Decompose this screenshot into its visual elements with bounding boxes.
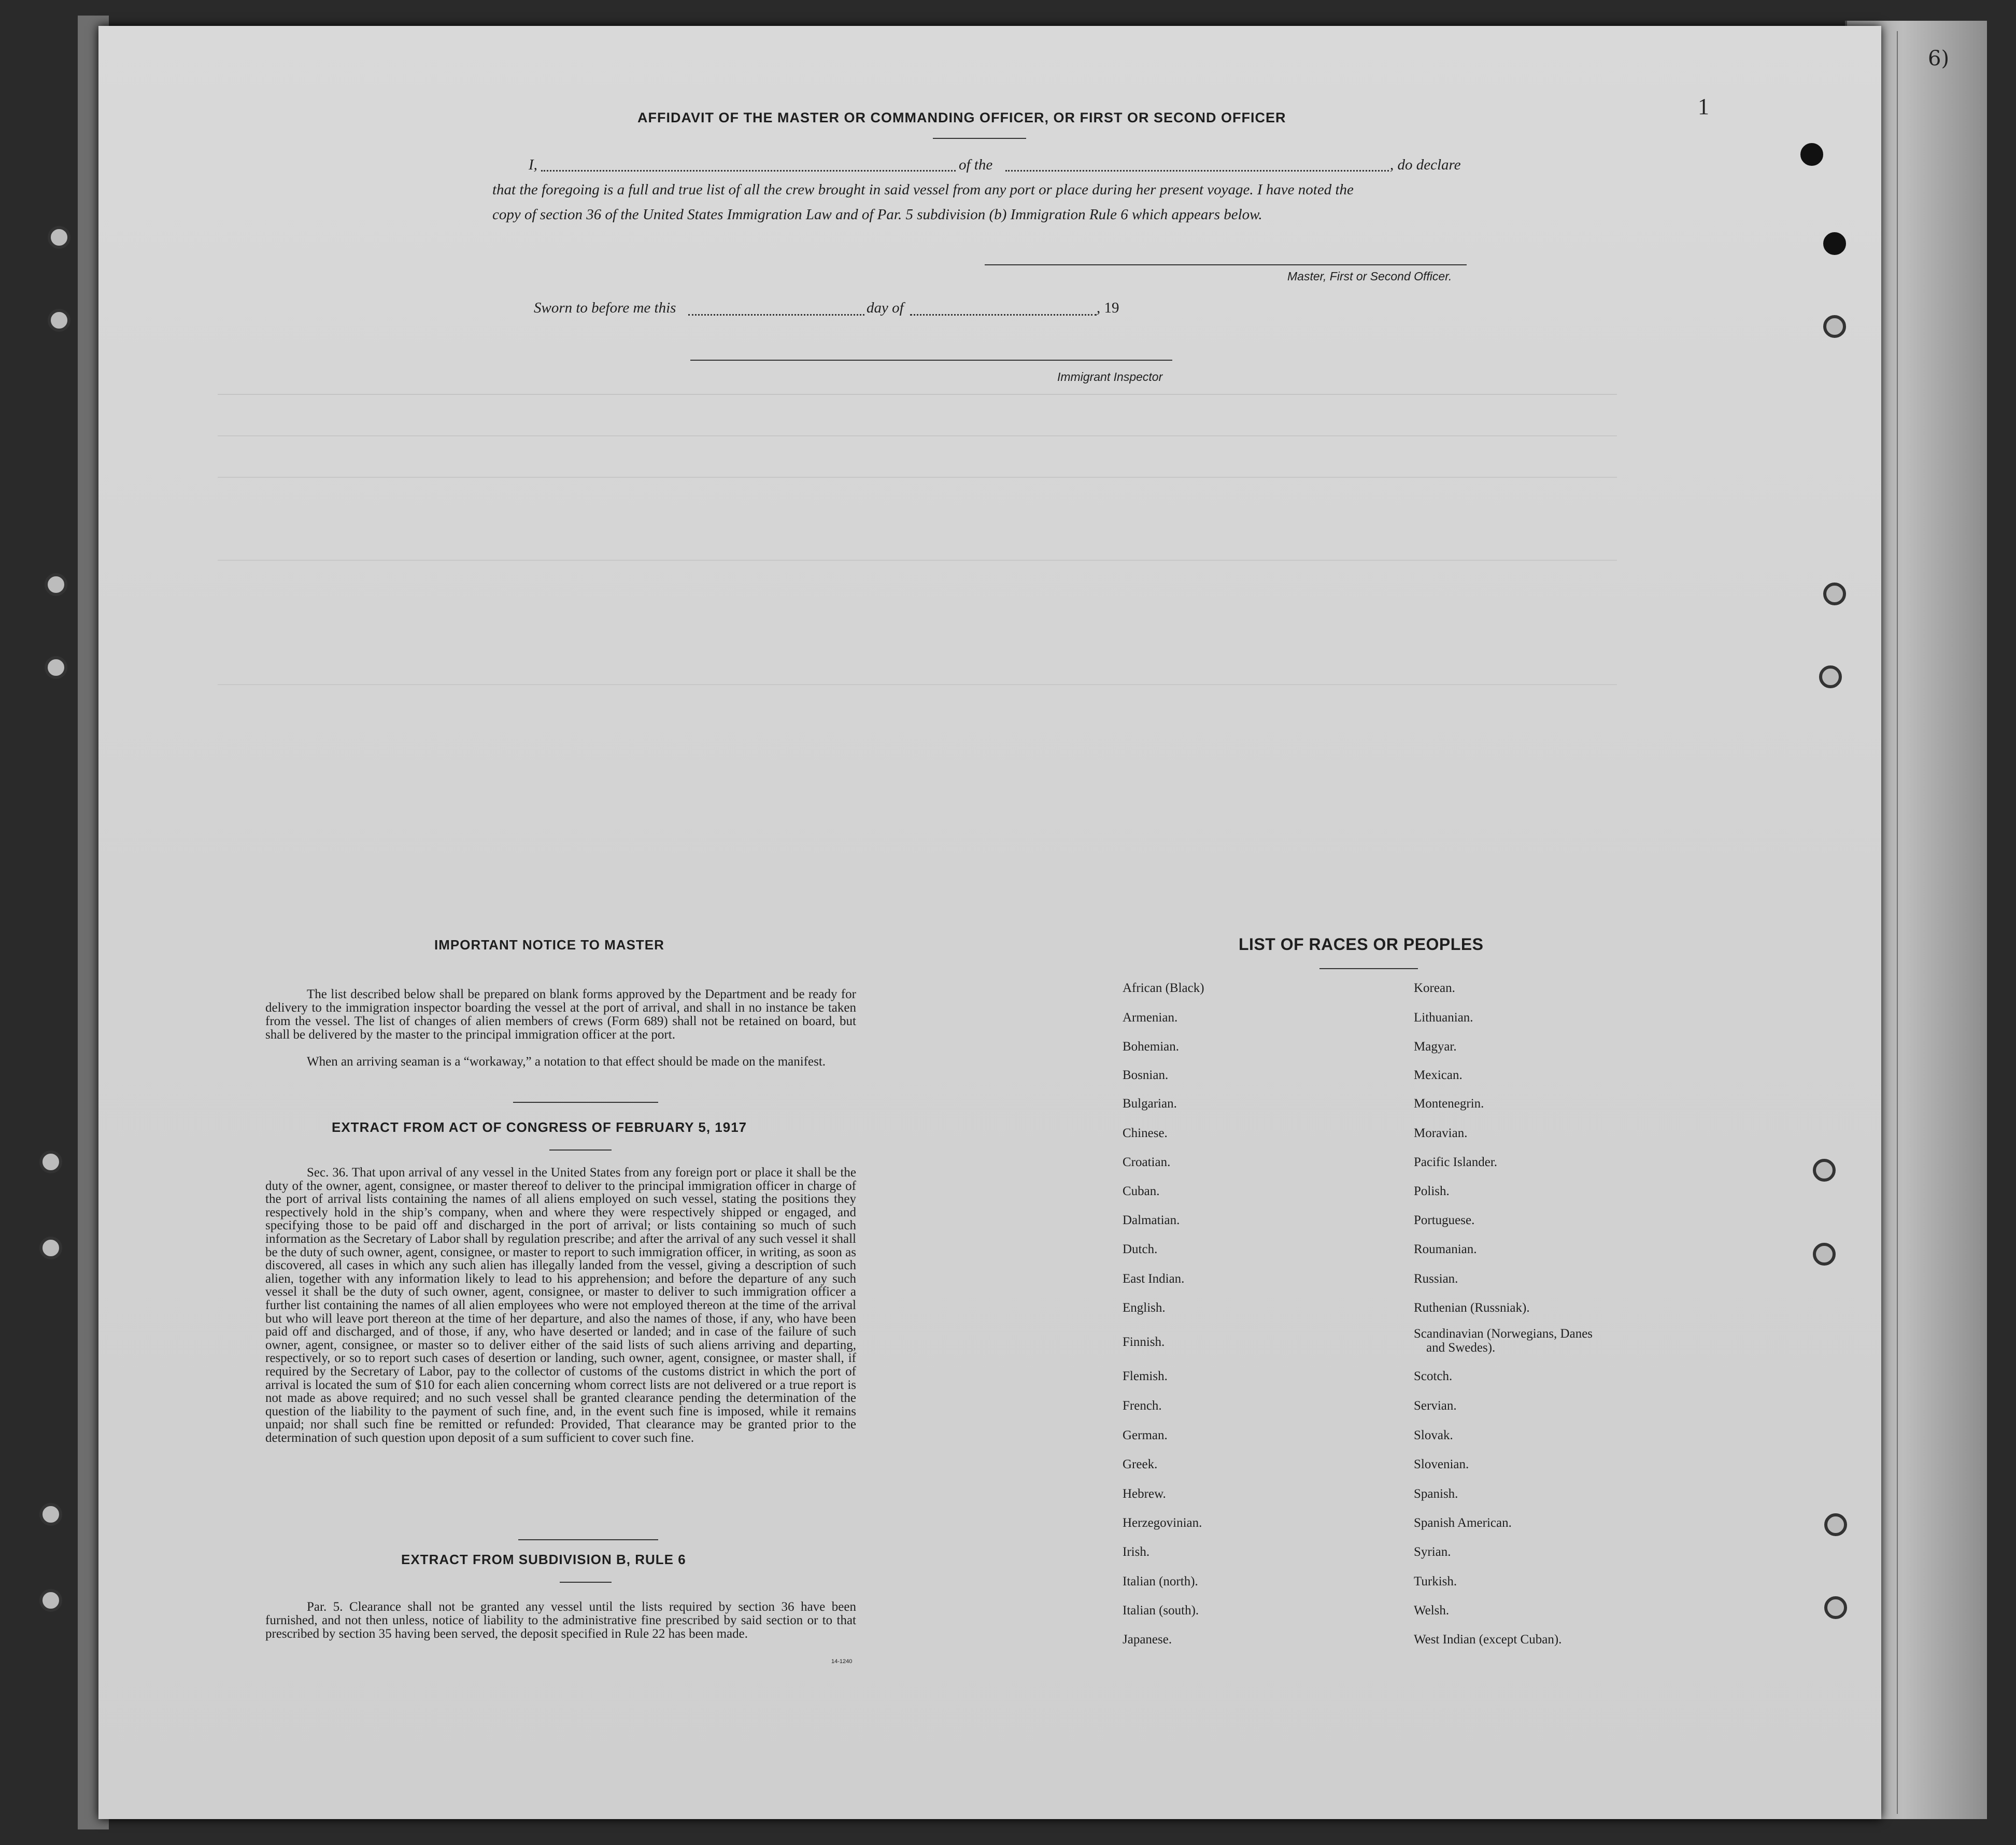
punch-hole-icon (39, 1151, 62, 1173)
race-right-item: Spanish American. (1414, 1516, 1512, 1530)
race-left-item: Armenian. (1123, 1011, 1178, 1025)
notice-title: IMPORTANT NOTICE TO MASTER (434, 937, 664, 953)
race-right-item: West Indian (except Cuban). (1414, 1633, 1562, 1647)
notice-divider (513, 1102, 658, 1103)
race-left-item: Dalmatian. (1123, 1213, 1180, 1227)
punch-hole-icon (1824, 1596, 1847, 1619)
inspector-signature-line[interactable] (690, 360, 1172, 361)
race-left-item: African (Black) (1123, 981, 1204, 995)
form-number: 14-1240 (831, 1658, 853, 1665)
race-right-item: Lithuanian. (1414, 1011, 1473, 1025)
title-divider (933, 138, 1026, 139)
extract-rule-title: EXTRACT FROM SUBDIVISION B, RULE 6 (401, 1552, 686, 1567)
race-left-item: French. (1123, 1399, 1162, 1413)
punch-hole-icon (1819, 665, 1842, 688)
race-right-item: Scandinavian (Norwegians, Danes and Swedes). (1414, 1327, 1593, 1355)
race-left-item: Italian (south). (1123, 1603, 1199, 1617)
corner-mark: 1 (1698, 94, 1709, 119)
extract-rule-divider (560, 1582, 612, 1583)
race-left-item: Chinese. (1123, 1126, 1168, 1140)
race-left-item: Flemish. (1123, 1369, 1168, 1383)
race-right-item: Roumanian. (1414, 1242, 1477, 1256)
race-right-item: Servian. (1414, 1399, 1457, 1413)
race-right-item: Pacific Islander. (1414, 1155, 1498, 1169)
race-right-item: Korean. (1414, 981, 1455, 995)
sworn-label: Sworn to before me this (534, 300, 676, 316)
punch-hole-icon (45, 656, 67, 679)
punch-hole-icon (1823, 583, 1846, 605)
race-right-item: Portuguese. (1414, 1213, 1475, 1227)
notice-paragraph-2: When an arriving seaman is a “workaway,” a notation to that effect should be made on the manifest. (307, 1055, 826, 1069)
underlying-sheet-edge (1897, 31, 1898, 1814)
race-left-item: Dutch. (1123, 1242, 1158, 1256)
name-field[interactable] (541, 170, 956, 172)
race-left-item: German. (1123, 1428, 1168, 1442)
race-right-item: Montenegrin. (1414, 1097, 1484, 1111)
punch-hole-icon (39, 1503, 62, 1526)
do-declare-label: , do declare (1390, 157, 1461, 173)
notice-paragraph-1: The list described below shall be prepared on blank forms approved by the Department and be ready for delivery to the immigration inspector boarding the vessel at the port of arrival, and shall in no instance be taken from the vessel. The list of changes of alien members of crews (Form 689) shall not be retained on board, but shall be delivered by the master to the principal immigration officer at the port. (265, 987, 856, 1042)
officer-label: Master, First or Second Officer. (1287, 269, 1452, 283)
affidavit-title: AFFIDAVIT OF THE MASTER OR COMMANDING OFFICER, OR FIRST OR SECOND OFFICER (637, 110, 1286, 125)
races-title: LIST OF RACES OR PEOPLES (1239, 935, 1484, 954)
of-the-label: of the (959, 157, 993, 173)
punch-hole-icon (1823, 232, 1846, 255)
punch-hole-icon (39, 1237, 62, 1259)
bleed-through-text (218, 394, 1669, 912)
race-left-item: Greek. (1123, 1457, 1158, 1471)
race-left-item: Bulgarian. (1123, 1097, 1177, 1111)
race-left-item: Bohemian. (1123, 1040, 1180, 1054)
race-left-item: Finnish. (1123, 1335, 1165, 1349)
race-left-item: Cuban. (1123, 1184, 1160, 1198)
race-left-item: Bosnian. (1123, 1068, 1169, 1082)
officer-signature-line[interactable] (985, 264, 1467, 265)
race-right-item: Slovenian. (1414, 1457, 1469, 1471)
punch-hole-icon (1813, 1159, 1836, 1182)
punch-hole-icon (39, 1589, 62, 1612)
page-number-mark: 6) (1928, 47, 1950, 70)
race-right-item: Slovak. (1414, 1428, 1453, 1442)
race-right-item: Spanish. (1414, 1487, 1458, 1501)
affidavit-line-2: that the foregoing is a full and true list of all the crew brought in said vessel from any port or place during her present voyage. I have noted the (492, 181, 1354, 198)
punch-hole-icon (48, 226, 70, 249)
extract-divider (518, 1539, 658, 1540)
section-36-text: Sec. 36. That upon arrival of any vessel in the United States from any foreign port or place it shall be the duty of the owner, agent, consignee, or master thereof to deliver to the principal immigration officer in charge of the port of arrival lists containing the names of all aliens employed on such vessel, stating the positions they respectively hold in the ship’s company, when and where they were respectively shipped or engaged, and specifying those to be paid off and discharged in the port of arrival; or lists containing so much of such information as the Secretary of Labor shall by regulation prescribe; and after the arrival of any such vessel it shall be the duty of such owner, agent, consignee, or master to report to such immigration officer, in writing, as soon as discovered, all cases in which any such alien has illegally landed from the vessel, giving a description of such alien, together with any information likely to lead to his apprehension; and before the departure of any such vessel it shall be the duty of such owner, agent, consignee, or master to deliver to such immigration officer a further list containing the names of all alien employees who were not employed thereon at the time of the arrival but who will leave port thereon at the time of her departure, and also the names of those, if any, who have been paid off and discharged, and of those, if any, who have deserted or landed; and in case of the failure of such owner, agent, consignee, or master so to deliver either of the said lists of such aliens arriving and departing, respectively, or so to report such cases of desertion or landing, such owner, agent, consignee, or master shall, if required by the Secretary of Labor, pay to the collector of customs of the customs district in which the port of arrival is located the sum of $10 for each alien concerning whom correct lists are not delivered or a true report is not made as above required; and no such vessel shall be granted clearance pending the determination of the question of the liability to the payment of such fine, and, in the event such fine is imposed, while it remains unpaid; nor shall such fine be remitted or refunded: Provided, That clearance may be granted prior to the determination of such question upon deposit of a sum sufficient to cover such fine. (265, 1166, 856, 1445)
day-of-label: day of (867, 300, 904, 316)
sworn-day-field[interactable] (688, 314, 864, 316)
race-left-item: Herzegovinian. (1123, 1516, 1202, 1530)
race-left-item: Hebrew. (1123, 1487, 1166, 1501)
extract-act-divider (549, 1149, 612, 1151)
races-divider (1319, 968, 1418, 969)
race-left-item: Irish. (1123, 1545, 1150, 1559)
race-left-item: English. (1123, 1301, 1166, 1315)
punch-hole-icon (45, 573, 67, 596)
affidavit-line-3: copy of section 36 of the United States Immigration Law and of Par. 5 subdivision (b) Immigration Rule 6 which appears below. (492, 206, 1262, 223)
punch-hole-icon (1823, 315, 1846, 338)
paragraph-5-text: Par. 5. Clearance shall not be granted any vessel until the lists required by section 36 have been furnished, and not then unless, notice of liability to the administrative fine prescribed by said section or to that prescribed by section 35 having been served, the deposit specified in Rule 22 has been made. (265, 1600, 856, 1641)
form-sheet (98, 26, 1881, 1819)
punch-hole-icon (1824, 1513, 1847, 1536)
race-left-item: Japanese. (1123, 1633, 1172, 1647)
race-left-item: Croatian. (1123, 1155, 1171, 1169)
race-left-item: East Indian. (1123, 1272, 1185, 1286)
race-right-item: Scotch. (1414, 1369, 1453, 1383)
race-right-item: Mexican. (1414, 1068, 1463, 1082)
race-left-item: Italian (north). (1123, 1574, 1198, 1588)
punch-hole-icon (1800, 143, 1823, 166)
race-right-item: Turkish. (1414, 1574, 1457, 1588)
race-right-item: Welsh. (1414, 1603, 1450, 1617)
race-right-item: Polish. (1414, 1184, 1450, 1198)
race-right-item: Ruthenian (Russniak). (1414, 1301, 1530, 1315)
race-right-item: Syrian. (1414, 1545, 1451, 1559)
vessel-field[interactable] (1005, 170, 1389, 172)
extract-act-title: EXTRACT FROM ACT OF CONGRESS OF FEBRUARY 5, 1917 (332, 1119, 747, 1135)
inspector-label: Immigrant Inspector (1057, 370, 1163, 384)
punch-hole-icon (48, 309, 70, 332)
race-right-item: Russian. (1414, 1272, 1458, 1286)
sworn-month-field[interactable] (910, 314, 1097, 316)
affidavit-i-label: I, (529, 157, 537, 173)
year-label: , 19 (1097, 300, 1119, 316)
race-right-item: Moravian. (1414, 1126, 1468, 1140)
race-right-item: Magyar. (1414, 1040, 1457, 1054)
punch-hole-icon (1813, 1243, 1836, 1266)
